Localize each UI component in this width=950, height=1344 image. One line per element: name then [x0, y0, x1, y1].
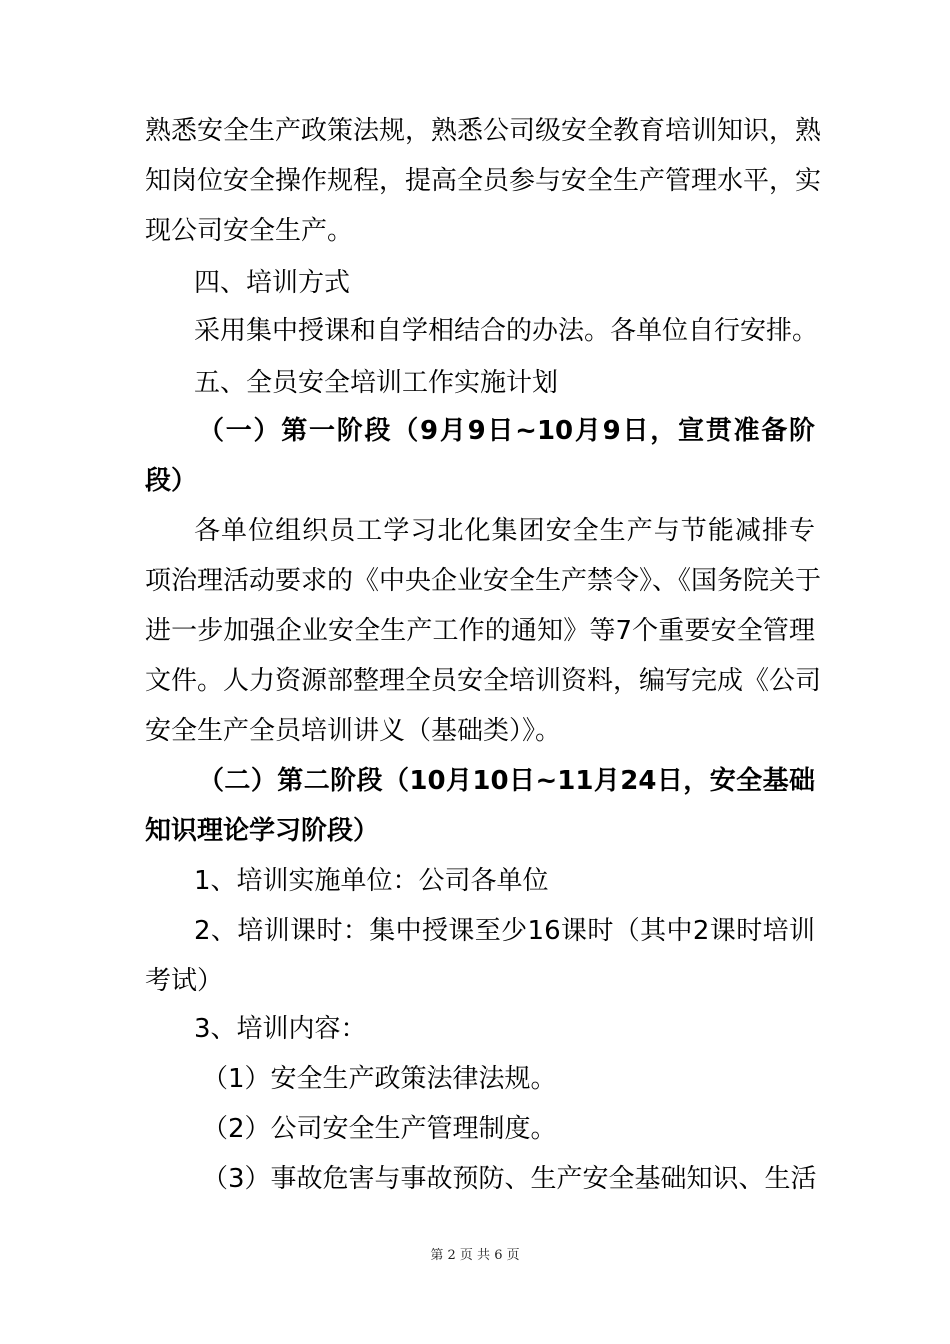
section-heading: 四、培训方式: [194, 268, 351, 298]
subsection-heading: 段）: [145, 466, 198, 496]
page-footer: 第 2 页 共 6 页: [430, 1248, 520, 1263]
subsection-heading: （一）第一阶段（9月9日~10月9日，宣贯准备阶: [198, 416, 815, 446]
body-line: 熟悉安全生产政策法规，熟悉公司级安全教育培训知识，熟: [145, 116, 822, 146]
body-line: 进一步加强企业安全生产工作的通知》等7个重要安全管理: [145, 616, 815, 646]
subsection-heading: 知识理论学习阶段）: [145, 816, 380, 846]
body-line: 安全生产全员培训讲义（基础类）》。: [145, 716, 562, 746]
list-item: 3、培训内容：: [194, 1014, 367, 1044]
subsection-heading: （二）第二阶段（10月10日~11月24日，安全基础: [198, 766, 815, 796]
list-item: （3）事故危害与事故预防、生产安全基础知识、生活: [202, 1164, 817, 1194]
body-line: 项治理活动要求的《中央企业安全生产禁令》、《国务院关于: [145, 566, 822, 596]
list-item: 2、培训课时：集中授课至少16课时（其中2课时培训: [194, 916, 815, 946]
body-line: 文件。人力资源部整理全员安全培训资料，编写完成《公司: [145, 666, 822, 696]
body-line: 知岗位安全操作规程，提高全员参与安全生产管理水平，实: [145, 166, 822, 196]
section-heading: 五、全员安全培训工作实施计划: [194, 368, 559, 398]
list-item: 1、培训实施单位：公司各单位: [194, 866, 549, 896]
body-line: 考试）: [145, 966, 224, 996]
body-line: 采用集中授课和自学相结合的办法。各单位自行安排。: [194, 316, 819, 346]
body-line: 现公司安全生产。: [145, 216, 354, 246]
list-item: （1）安全生产政策法律法规。: [202, 1064, 557, 1094]
body-line: 各单位组织员工学习北化集团安全生产与节能减排专: [194, 516, 815, 546]
list-item: （2）公司安全生产管理制度。: [202, 1114, 557, 1144]
